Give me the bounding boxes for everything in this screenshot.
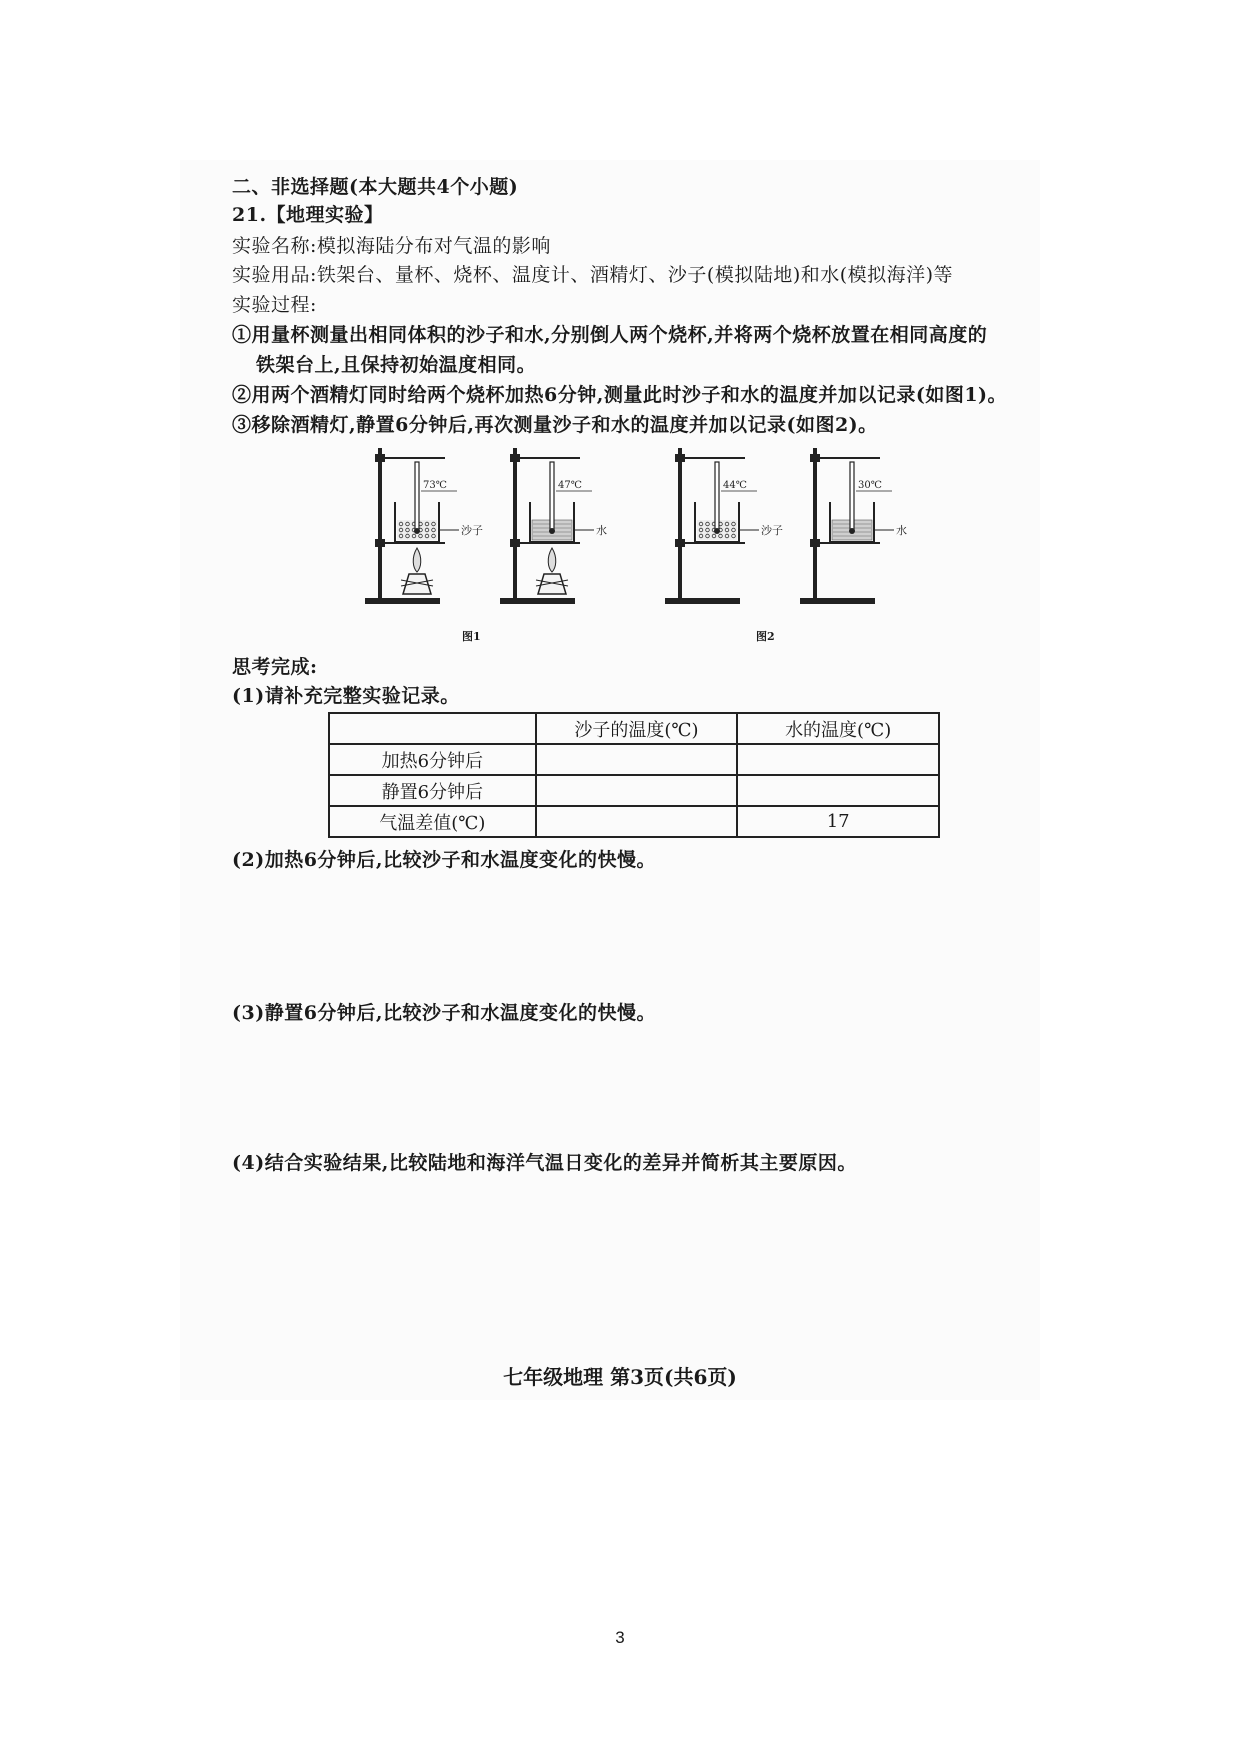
- table-cell: 静置6分钟后: [329, 775, 536, 806]
- table-header-cell: 水的温度(℃): [737, 713, 939, 744]
- lamp-flame: [413, 548, 421, 572]
- table-cell: [536, 806, 738, 837]
- question-1: (1)请补充完整实验记录。: [232, 685, 460, 707]
- figure-1-caption: 图1: [462, 630, 481, 643]
- stand-base: [365, 598, 440, 604]
- table-cell: [536, 775, 738, 806]
- temperature-reading: 47℃: [558, 480, 582, 491]
- think-label: 思考完成:: [232, 656, 318, 678]
- step-2: ②用两个酒精灯同时给两个烧杯加热6分钟,测量此时沙子和水的温度并加以记录(如图1)。: [232, 384, 1008, 406]
- table-cell: [536, 744, 738, 775]
- stand-base: [800, 598, 875, 604]
- table-cell: [737, 744, 939, 775]
- ring-knob: [810, 539, 820, 547]
- content-label: 沙子: [461, 524, 483, 537]
- clamp-knob: [375, 454, 385, 462]
- table-header-row: [329, 713, 939, 744]
- content-label: 沙子: [761, 524, 783, 537]
- ring-knob: [675, 539, 685, 547]
- question-3: (3)静置6分钟后,比较沙子和水温度变化的快慢。: [232, 1002, 657, 1024]
- thermometer-bulb: [414, 528, 420, 534]
- step-3: ③移除酒精灯,静置6分钟后,再次测量沙子和水的温度并加以记录(如图2)。: [232, 414, 878, 436]
- step-1-continued: 铁架台上,且保持初始温度相同。: [256, 354, 537, 376]
- page-number: 3: [615, 1628, 625, 1647]
- page-footer: 七年级地理 第3页(共6页): [503, 1365, 737, 1389]
- thermometer-bulb: [714, 528, 720, 534]
- thermometer: [850, 462, 854, 530]
- process-label: 实验过程:: [232, 294, 317, 316]
- stand-base: [665, 598, 740, 604]
- question-number: 21.【地理实验】: [232, 204, 384, 226]
- clamp-knob: [675, 454, 685, 462]
- content-label: 水: [596, 524, 607, 537]
- section-title: 二、非选择题(本大题共4个小题): [232, 176, 519, 198]
- thermometer-bulb: [549, 528, 555, 534]
- temperature-reading: 73℃: [423, 480, 447, 491]
- table-row: [329, 775, 939, 806]
- temperature-reading: 30℃: [858, 480, 882, 491]
- content-label: 水: [896, 524, 907, 537]
- figure-2-caption: 图2: [756, 630, 775, 643]
- temperature-reading: 44℃: [723, 480, 747, 491]
- clamp-knob: [510, 454, 520, 462]
- thermometer: [715, 462, 719, 530]
- thermometer: [415, 462, 419, 530]
- ring-knob: [510, 539, 520, 547]
- lamp-flame: [548, 548, 556, 572]
- thermometer-bulb: [849, 528, 855, 534]
- table-cell: [737, 775, 939, 806]
- table-row: [329, 744, 939, 775]
- alcohol-lamp: [403, 574, 431, 594]
- ring-knob: [375, 539, 385, 547]
- clamp-knob: [810, 454, 820, 462]
- record-table: [328, 712, 940, 838]
- question-2: (2)加热6分钟后,比较沙子和水温度变化的快慢。: [232, 849, 657, 871]
- table-cell: 加热6分钟后: [329, 744, 536, 775]
- experiment-name: 实验名称:模拟海陆分布对气温的影响: [232, 235, 551, 257]
- stand-base: [500, 598, 575, 604]
- table-header-cell: 沙子的温度(℃): [536, 713, 738, 744]
- step-1: ①用量杯测量出相同体积的沙子和水,分别倒人两个烧杯,并将两个烧杯放置在相同高度的: [232, 324, 988, 346]
- table-row: [329, 806, 939, 837]
- materials: 实验用品:铁架台、量杯、烧杯、温度计、酒精灯、沙子(模拟陆地)和水(模拟海洋)等: [232, 264, 954, 286]
- table-cell: 气温差值(℃): [329, 806, 536, 837]
- table-cell: 17: [737, 806, 939, 837]
- table-header-cell: [329, 713, 536, 744]
- thermometer: [550, 462, 554, 530]
- experiment-figure: [350, 440, 930, 640]
- question-4: (4)结合实验结果,比较陆地和海洋气温日变化的差异并简析其主要原因。: [232, 1152, 857, 1174]
- alcohol-lamp: [538, 574, 566, 594]
